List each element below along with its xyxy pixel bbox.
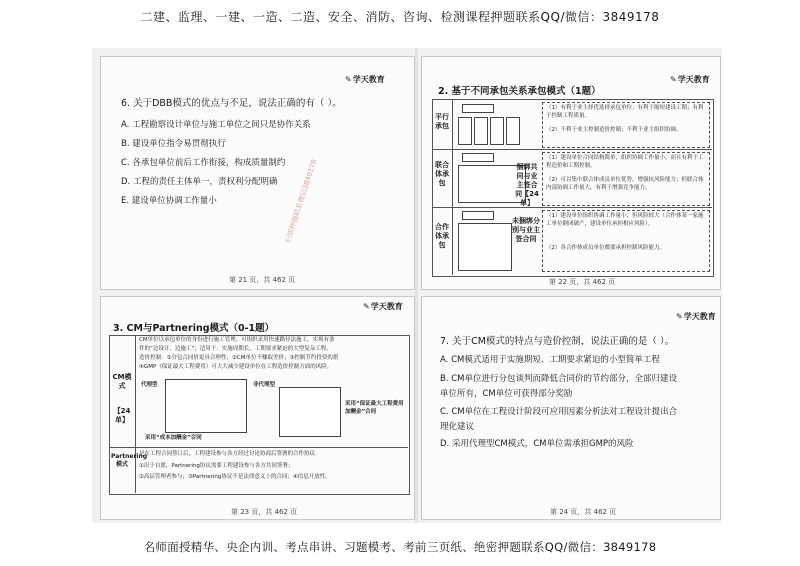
question-7: 7. 关于CM模式的特点与造价控制，说法正确的是（ ）。 bbox=[440, 336, 675, 347]
watermark: 扫描押题联系微信3849178 bbox=[283, 158, 319, 244]
row-item: （1）有利于业主择优选择承包单位；有利于缩短建设工期；有利于控制工程质量。 bbox=[546, 105, 704, 119]
cm-line: CM单位以承包单位的身份进行施工管理，可组织采用快速路径法施工，实现有条 bbox=[139, 337, 335, 343]
option-c-cont: 理化建议 bbox=[440, 422, 475, 432]
non-agent-diagram bbox=[279, 387, 341, 437]
option-c: C. CM单位在工程设计阶段可应用因素分析法对工程设计提出合 bbox=[440, 407, 678, 417]
row-divider bbox=[109, 447, 408, 448]
section-title: 3. CM与Partnering模式（0-1题） bbox=[113, 323, 275, 334]
partnering-label: Partnering模式 bbox=[111, 453, 148, 468]
org-diagram bbox=[462, 104, 494, 113]
agent-diagram bbox=[165, 379, 247, 433]
row-item: （2）可以集中联合体成员单位优势，增强抗风险能力；但联合体内部协调工作量大，有利于增强竞争能力。 bbox=[546, 177, 704, 191]
cm-line: ④GMP（保证最大工程费用）可大大减少建设单位在工程造价控制方面的风险。 bbox=[139, 364, 333, 370]
brand-logo bbox=[363, 301, 403, 312]
row-item: （2）不利于业主控制造价控制；不利于业主组织协调。 bbox=[546, 127, 682, 133]
row-label-cooperative: 合作体承包 bbox=[435, 223, 449, 249]
brand-name: 学天教育 bbox=[352, 75, 385, 84]
row-divider bbox=[432, 149, 712, 150]
brand-mark-icon: ✎ bbox=[676, 312, 683, 321]
question-6: 6. 关于DBB模式的优点与不足，说法正确的有（ ）。 bbox=[121, 98, 342, 109]
partnering-line: 是在工程合同签订后，工程建设参与各方经过讨论协商后签署的合作协议 bbox=[139, 451, 316, 457]
org-diagram bbox=[462, 153, 494, 162]
row-item: （1）建设单位合同结构简单，组织协调工作量小，而且有利于工程造价和工期控制。 bbox=[546, 155, 704, 169]
agent-caption: 采用“成本加酬金”合同 bbox=[145, 435, 202, 441]
cm-line: 件的“边设计、边施工”；适用于：实施周期长，工期要求紧迫的大型复杂工程。 bbox=[139, 346, 332, 352]
option-c: C. 各承包单位前后工作衔接，构成质量制约 bbox=[121, 158, 286, 168]
brand-logo bbox=[676, 311, 716, 322]
fold-line bbox=[415, 48, 418, 523]
option-d: D. 工程的责任主体单一，责权利分配明确 bbox=[121, 177, 278, 187]
page-22 bbox=[421, 56, 721, 290]
page-number: 第 21 页，共 462 页 bbox=[229, 276, 296, 284]
row-note: 捆绑共同与业主签合同【24单】 bbox=[515, 163, 539, 207]
non-agent-caption: 采用“保证最大工程费用加酬金”合同 bbox=[345, 401, 404, 415]
page-number: 第 23 页，共 462 页 bbox=[231, 508, 298, 516]
row-label-parallel: 平行承包 bbox=[435, 113, 449, 130]
partnering-line: ②高层管理者参与；③Partnering协议不是法律意义上的合同；④信息开放性。 bbox=[139, 474, 331, 480]
page-21 bbox=[100, 56, 415, 290]
non-agent-type-label: 非代理型 bbox=[253, 382, 276, 388]
header-text: 二建、监理、一建、一造、二造、安全、消防、咨询、检测课程押题联系QQ/微信：3849178 bbox=[140, 10, 660, 24]
org-diagram bbox=[506, 117, 520, 145]
option-b: B. CM单位进行分包谈判而降低合同价的节约部分，全部归建设 bbox=[440, 374, 678, 384]
option-d: D. 采用代理型CM模式，CM单位需承担GMP的风险 bbox=[440, 439, 634, 449]
page-number: 第 22 页，共 462 页 bbox=[549, 278, 616, 286]
row-label-joint: 联合体承包 bbox=[435, 161, 449, 187]
brand-mark-icon: ✎ bbox=[363, 302, 370, 311]
org-diagram bbox=[458, 117, 472, 145]
row-item: （2）各合作体成员单位都要承担控制风险能力。 bbox=[546, 245, 666, 251]
footer-text: 名师面授精华、央企内训、考点串讲、习题模考、考前三页纸、绝密押题联系QQ/微信：3849178 bbox=[143, 540, 657, 554]
option-a: A. 工程勘察设计单位与施工单位之间只是协作关系 bbox=[121, 120, 311, 130]
org-diagram bbox=[462, 211, 494, 220]
row-divider bbox=[432, 207, 712, 208]
col-divider bbox=[452, 99, 453, 275]
page-23 bbox=[100, 296, 415, 520]
cm-tag: 【24单】 bbox=[113, 407, 131, 424]
brand-logo bbox=[345, 74, 385, 85]
page-24 bbox=[421, 296, 721, 520]
brand-logo bbox=[670, 74, 710, 85]
agent-type-label: 代理型 bbox=[141, 382, 158, 388]
brand-mark-icon: ✎ bbox=[345, 75, 352, 84]
brand-mark-icon: ✎ bbox=[670, 75, 677, 84]
brand-name: 学天教育 bbox=[677, 75, 710, 84]
row-item: （1）建设单位组织协调工作量小，但风险较大（合作体某一家施工单位倒闭破产，建设单位承担相应风险）。 bbox=[546, 213, 704, 227]
option-e: E. 建设单位协调工作量小 bbox=[121, 196, 217, 206]
page-number: 第 24 页，共 462 页 bbox=[550, 508, 617, 516]
org-diagram bbox=[458, 223, 512, 271]
section-title: 2. 基于不同承包关系承包模式（1题） bbox=[438, 86, 601, 97]
cm-line: 造价控制：①分包合同价更具合理性；②CM单位不赚取差价；③控制节约投资的措 bbox=[139, 355, 339, 361]
brand-name: 学天教育 bbox=[370, 302, 403, 311]
option-b: B. 建设单位指令易贯彻执行 bbox=[121, 139, 226, 149]
org-diagram bbox=[474, 117, 488, 145]
org-diagram bbox=[490, 117, 504, 145]
partnering-line: ①出于自愿，Partnering协议需要工程建设参与各方共同签署； bbox=[139, 463, 294, 469]
cm-label: CM模式 bbox=[112, 373, 132, 390]
col-divider bbox=[135, 335, 136, 493]
option-b-cont: 单位所有，CM单位可获得部分奖励 bbox=[440, 389, 573, 399]
row-note: 未捆绑分别与业主签合同 bbox=[512, 217, 540, 243]
option-a: A. CM模式适用于实施期短、工期要求紧迫的小型简单工程 bbox=[440, 355, 660, 365]
brand-name: 学天教育 bbox=[683, 312, 716, 321]
